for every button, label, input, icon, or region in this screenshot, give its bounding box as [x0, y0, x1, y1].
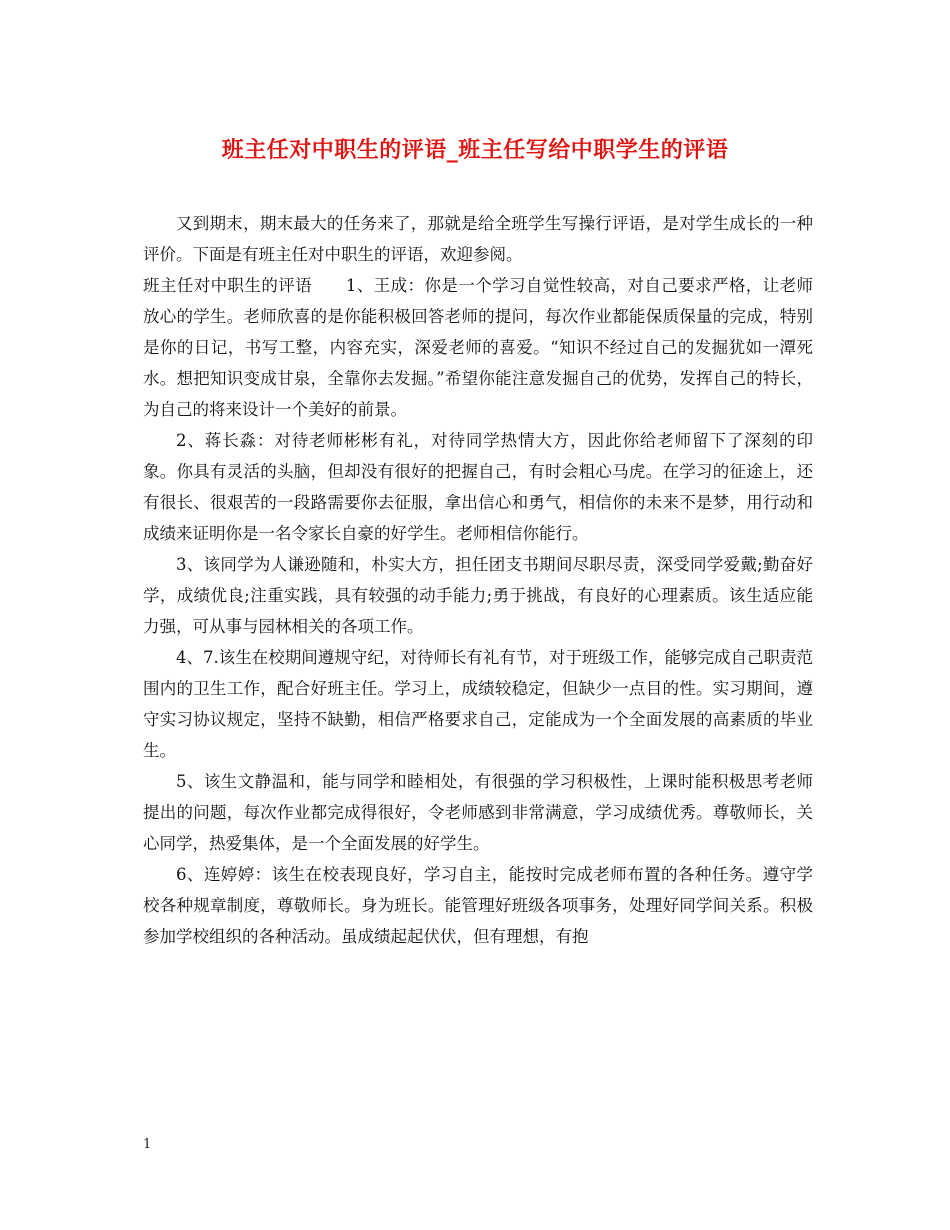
- document-title: 班主任对中职生的评语_班主任写给中职学生的评语: [221, 137, 729, 163]
- paragraph-comment-2: 2、蒋长淼：对待老师彬彬有礼，对待同学热情大方，因此你给老师留下了深刻的印象。你具有灵活的头脑，但却没有很好的把握自己，有时会粗心马虎。在学习的征途上，还有很长、很艰苦的一段路需要你去征服，拿出信心和勇气，相信你的未来不是梦，用行动和成绩来证明你是一名令家长自豪的好学生。老师相信你能行。: [143, 431, 813, 543]
- paragraph-comment-3: 3、该同学为人谦逊随和，朴实大方，担任团支书期间尽职尽责，深受同学爱戴;勤奋好学，成绩优良;注重实践，具有较强的动手能力;勇于挑战，有良好的心理素质。该生适应能力强，可从事与园林相关的各项工作。: [143, 555, 813, 636]
- page-number: 1: [143, 1137, 152, 1152]
- document-body: [143, 208, 813, 952]
- paragraph-comment-4: 4、7.该生在校期间遵规守纪，对待师长有礼有节，对于班级工作，能够完成自己职责范围内的卫生工作，配合好班主任。学习上，成绩较稳定，但缺少一点目的性。实习期间，遵守实习协议规定，坚持不缺勤，相信严格要求自己，定能成为一个全面发展的高素质的毕业生。: [143, 648, 813, 760]
- paragraph-comment-5: 5、该生文静温和，能与同学和睦相处，有很强的学习积极性，上课时能积极思考老师提出的问题，每次作业都完成得很好，令老师感到非常满意，学习成绩优秀。尊敬师长，关心同学，热爱集体，是一个全面发展的好学生。: [143, 772, 813, 853]
- paragraph-intro: 又到期末，期末最大的任务来了，那就是给全班学生写操行评语，是对学生成长的一种评价。下面是有班主任对中职生的评语，欢迎参阅。: [143, 214, 813, 264]
- paragraph-comment-6: 6、连婷婷：该生在校表现良好，学习自主，能按时完成老师布置的各种任务。遵守学校各种规章制度，尊敬师长。身为班长。能管理好班级各项事务，处理好同学间关系。积极参加学校组织的各种活动。虽成绩起起伏伏，但有理想，有抱: [143, 865, 813, 946]
- paragraph-comment-1: 班主任对中职生的评语 1、王成：你是一个学习自觉性较高，对自己要求严格，让老师放心的学生。老师欣喜的是你能积极回答老师的提问，每次作业都能保质保量的完成，特别是你的日记，书写工整，内容充实，深爱老师的喜爱。“知识不经过自己的发掘犹如一潭死水。想把知识变成甘泉，全靠你去发掘。”希望你能注意发掘自己的优势，发挥自己的特长，为自己的将来设计一个美好的前景。: [143, 276, 813, 419]
